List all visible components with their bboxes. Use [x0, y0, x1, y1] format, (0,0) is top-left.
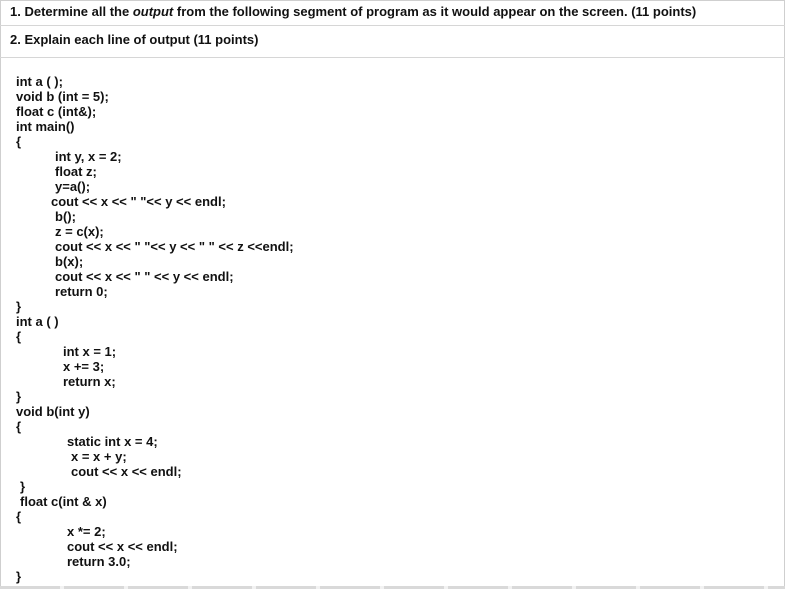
code-line: cout << x << endl; — [67, 539, 178, 554]
code-line: b(x); — [55, 254, 84, 269]
code-line: } — [16, 389, 22, 404]
code-line: cout << x << " "<< y << " " << z <<endl; — [55, 239, 294, 254]
code-line: float c(int & x) — [20, 494, 107, 509]
code-line: void b(int y) — [16, 404, 90, 419]
code-line: int x = 1; — [63, 344, 117, 359]
code-line: return 0; — [55, 284, 108, 299]
code-line: } — [16, 569, 22, 584]
question-2-text: 2. Explain each line of output (11 points) — [10, 32, 259, 47]
code-line: b(); — [55, 209, 76, 224]
code-line: y=a(); — [55, 179, 91, 194]
question-1-emphasis: output — [132, 4, 174, 19]
code-line: x += 3; — [63, 359, 105, 374]
code-line: cout << x << " " << y << endl; — [55, 269, 234, 284]
code-line: cout << x << endl; — [71, 464, 182, 479]
code-line: int a ( ); — [16, 74, 63, 89]
code-line: void b (int = 5); — [16, 89, 109, 104]
question-2 — [10, 32, 258, 47]
code-line: z = c(x); — [55, 224, 104, 239]
code-line: cout << x << " "<< y << endl; — [51, 194, 226, 209]
question-1-suffix: from the following segment of program as it would appear on the screen. (11 points) — [173, 4, 697, 19]
code-line: float c (int&); — [16, 104, 97, 119]
code-line: { — [16, 329, 22, 344]
code-line: x = x + y; — [71, 449, 127, 464]
code-line: int y, x = 2; — [55, 149, 122, 164]
divider — [0, 25, 785, 26]
question-1 — [10, 4, 696, 19]
code-line: { — [16, 509, 22, 524]
code-line: float z; — [55, 164, 97, 179]
code-line: return 3.0; — [67, 554, 131, 569]
divider — [0, 57, 785, 58]
code-line: static int x = 4; — [67, 434, 158, 449]
code-line: int a ( ) — [16, 314, 59, 329]
code-line: int main() — [16, 119, 75, 134]
question-1-prefix: 1. Determine all the — [10, 4, 133, 19]
code-line: { — [16, 419, 22, 434]
code-line: } — [20, 479, 26, 494]
code-line: } — [16, 299, 22, 314]
code-line: x *= 2; — [67, 524, 106, 539]
code-line: { — [16, 134, 22, 149]
code-line: return x; — [63, 374, 116, 389]
